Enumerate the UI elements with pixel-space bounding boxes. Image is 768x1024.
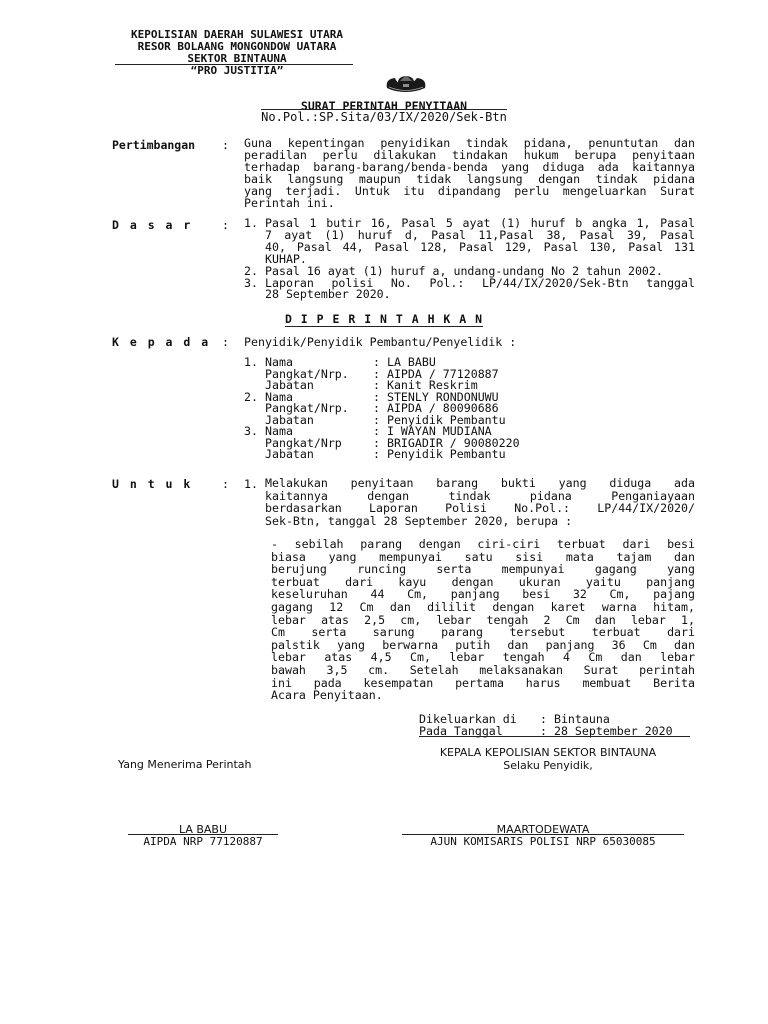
barang-line: palstik yang berwarna putih dan panjang 36 Cm dan xyxy=(271,637,695,652)
barang-line: bawah 3,5 cm. Setelah melaksanakan Surat perintah xyxy=(271,662,695,677)
header-line-2: RESOR BOLAANG MONGONDOW UATARA xyxy=(137,40,337,53)
barang-line: Cm serta sarung parang tersebut terbuat dari xyxy=(271,625,695,640)
person-field-label: Jabatan xyxy=(265,378,314,392)
dasar-item-text xyxy=(265,218,695,266)
barang-line: - sebilah parang dengan ciri-ciri terbuat dari besi xyxy=(271,537,695,551)
pertimbangan-label: Pertimbangan xyxy=(112,138,196,152)
untuk-line: Sek-Btn, tanggal 28 September 2020, berupa : xyxy=(265,513,573,528)
dasar-item-line: 7 ayat (1) huruf d, Pasal 11,Pasal 38, Pasal 39, Pasal xyxy=(265,227,695,242)
right-sign-title-2: Selaku Penyidik, xyxy=(503,759,593,772)
dasar-item xyxy=(244,218,695,266)
kepada-label: K e p a d a xyxy=(112,335,211,349)
header-line-1: KEPOLISIAN DAERAH SULAWESI UTARA xyxy=(131,28,343,41)
pertimbangan-line: peradilan perlu dilakukan tindakan hukum berupa penyitaan xyxy=(244,147,695,162)
left-sign-name: LA BABU xyxy=(178,823,228,836)
pertimbangan-text xyxy=(244,138,695,209)
dasar-item xyxy=(244,275,695,302)
barang-line: terbuat dari kayu dengan ukuran yaitu panjang xyxy=(271,574,695,589)
person-field-value: : Penyidik Pembantu xyxy=(373,447,506,461)
dasar-colon: : xyxy=(222,218,229,232)
kepada-intro: Penyidik/Penyidik Pembantu/Penyelidik : xyxy=(244,335,517,349)
dasar-item-number: 3. xyxy=(244,275,258,290)
document-title: SURAT PERINTAH PENYITAAN xyxy=(300,99,468,113)
pertimbangan-line: terhadap barang-barang/benda-benda yang diduga ada kaitannya xyxy=(244,159,695,174)
document-number: No.Pol.:SP.Sita/03/IX/2020/Sek-Btn xyxy=(261,110,507,124)
person-field-label: Pangkat/Nrp. xyxy=(265,366,349,381)
untuk-number: 1. xyxy=(244,477,258,491)
right-sign-rank: AJUN KOMISARIS POLISI NRP 65030085 xyxy=(430,835,656,848)
person-field-value: : LA BABU xyxy=(373,355,436,369)
left-sign-title: Yang Menerima Perintah xyxy=(118,758,252,771)
issued-place-label: Dikeluarkan di xyxy=(419,712,517,726)
person-field-label: Nama xyxy=(265,424,293,438)
barang-bukti-text xyxy=(271,538,695,702)
barang-line: berujung runcing serta mempunyai gagang yang xyxy=(271,562,695,577)
person-field-value: : AIPDA / 77120887 xyxy=(373,366,499,381)
untuk-text xyxy=(265,477,695,527)
left-sign-rank: AIPDA NRP 77120887 xyxy=(143,835,263,848)
person-field-label: Pangkat/Nrp. xyxy=(265,401,349,415)
person-number: 1. xyxy=(244,355,258,369)
pertimbangan-colon: : xyxy=(222,138,229,152)
issued-place-value: : Bintauna xyxy=(540,712,610,726)
issued-date-label: Pada Tanggal xyxy=(419,724,503,738)
person-field-label: Jabatan xyxy=(265,412,314,427)
dasar-item-line: 28 September 2020. xyxy=(265,287,391,302)
barang-line: gagang 12 Cm dan dililit dengan karet warna hitam, xyxy=(271,599,695,614)
person-field-value: : BRIGADIR / 90080220 xyxy=(373,435,520,450)
document-number-wrap xyxy=(0,110,768,124)
barang-line: lebar atas 2,5 cm, lebar tengah 2 Cm dan lebar 1, xyxy=(271,612,695,627)
person-field-label: Jabatan xyxy=(265,447,314,461)
dasar-label: D a s a r xyxy=(112,218,193,232)
pertimbangan-line: yang terjadi. Untuk itu dipandang perlu mengeluarkan Surat xyxy=(244,183,695,198)
untuk-line: kaitannya dengan tindak pidana Penganiayaan xyxy=(265,488,695,503)
pertimbangan-line: Perintah ini. xyxy=(244,195,335,210)
issued-date-value: : 28 September 2020 xyxy=(540,724,673,738)
barang-line: lebar atas 4,5 Cm, lebar tengah 4 Cm dan lebar xyxy=(271,650,695,665)
kepada-list xyxy=(244,357,695,461)
person-field-label: Pangkat/Nrp xyxy=(265,435,342,450)
untuk-line: Melakukan penyitaan barang bukti yang diduga ada xyxy=(265,476,695,490)
dasar-item-text xyxy=(265,275,695,302)
pertimbangan-line: Guna kepentingan penyidikan tindak pidana, penuntutan dan xyxy=(244,136,695,150)
dasar-list xyxy=(244,218,695,301)
diperintahkan-heading-wrap xyxy=(0,312,768,326)
person-field-label: Nama xyxy=(265,389,293,404)
diperintahkan-heading: D I P E R I N T A H K A N xyxy=(284,312,484,326)
police-emblem-icon xyxy=(383,72,429,94)
right-sign-title-1: KEPALA KEPOLISIAN SEKTOR BINTAUNA xyxy=(439,746,657,759)
dasar-item-line: KUHAP. xyxy=(265,251,307,266)
untuk-line: berdasarkan Laporan Polisi No.Pol.: LP/44/IX/2020/ xyxy=(265,501,695,515)
person-row xyxy=(244,449,695,461)
person-field-value: : I WAYAN MUDIANA xyxy=(373,424,492,438)
barang-line: ini pada kesempatan pertama harus membuat Berita xyxy=(271,675,695,690)
header-line-3: SEKTOR BINTAUNA xyxy=(187,52,287,65)
dasar-item-line: Pasal 16 ayat (1) huruf a, undang-undang No 2 tahun 2002. xyxy=(265,263,663,278)
pertimbangan-line: baik langsung maupun tidak langsung dengan tindak pidana xyxy=(244,171,695,186)
dasar-item-line: Laporan polisi No. Pol.: LP/44/IX/2020/Sek-Btn tanggal xyxy=(265,275,695,290)
barang-line: biasa yang mempunyai satu sisi mata tajam dan xyxy=(271,549,695,564)
untuk-label: U n t u k xyxy=(112,477,193,491)
dasar-item-number: 1. xyxy=(244,216,258,230)
header-line-4: “PRO JUSTITIA” xyxy=(190,64,284,77)
dasar-item-line: 40, Pasal 44, Pasal 128, Pasal 129, Pasal 130, Pasal 131 xyxy=(265,239,695,254)
right-sign-name: MAARTODEWATA xyxy=(496,823,590,836)
person-field-label: Nama xyxy=(265,355,293,369)
dasar-item-line: Pasal 1 butir 16, Pasal 5 ayat (1) huruf b angka 1, Pasal xyxy=(265,216,695,230)
person-field-value: : AIPDA / 80090686 xyxy=(373,401,499,415)
person-number: 2. xyxy=(244,389,258,404)
issued-underline xyxy=(419,736,690,737)
barang-line: Acara Penyitaan. xyxy=(271,688,383,703)
barang-line: keseluruhan 44 Cm, panjang besi 32 Cm, pajang xyxy=(271,587,695,602)
kepada-colon: : xyxy=(222,335,229,349)
person-number: 3. xyxy=(244,424,258,438)
untuk-colon: : xyxy=(222,477,229,491)
person-field-value: : Kanit Reskrim xyxy=(373,378,478,392)
dasar-item-number: 2. xyxy=(244,263,258,278)
person-field-value: : Penyidik Pembantu xyxy=(373,412,506,427)
person-field-value: : STENLY RONDONUWU xyxy=(373,389,499,404)
